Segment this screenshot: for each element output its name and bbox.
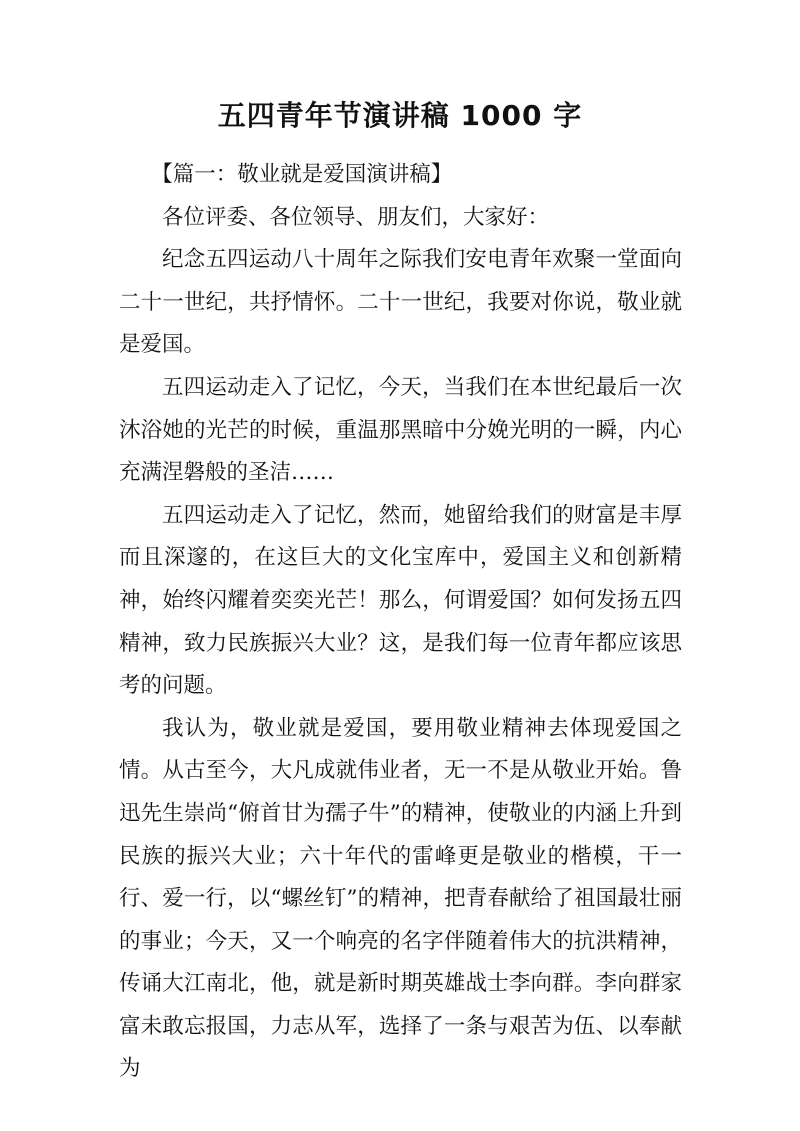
- paragraph-2: 五四运动走入了记忆，今天，当我们在本世纪最后一次沐浴她的光芒的时候，重温那黑暗中分娩光明的一瞬，内心充满涅磐般的圣洁……: [119, 374, 682, 486]
- paragraph-greeting: 各位评委、各位领导、朋友们，大家好：: [162, 204, 550, 230]
- document-title: 五四青年节演讲稿 1000 字: [217, 99, 583, 132]
- section-heading: 【篇一：敬业就是爱国演讲稿】: [151, 162, 453, 187]
- paragraph-1: 纪念五四运动八十周年之际我们安电青年欢聚一堂面向二十一世纪，共抒情怀。二十一世纪，我要对你说，敬业就是爱国。: [119, 247, 682, 358]
- paragraph-4: 我认为，敬业就是爱国，要用敬业精神去体现爱国之情。从古至今，大凡成就伟业者，无一不是从敬业开始。鲁迅先生崇尚“俯首甘为孺子牛”的精神，使敬业的内涵上升到民族的振兴大业；六十年代的雷峰更是敬业的楷模，干一行、爱一行，以“螺丝钉”的精神，把青春献给了祖国最壮丽的事业；今天，又一个响亮的名字伴随着伟大的抗洪精神，传诵大江南北，他，就是新时期英雄战士李向群。李向群家富未敢忘报国，力志从军，选择了一条与艰苦为伍、以奉献为: [119, 715, 682, 1082]
- paragraph-3: 五四运动走入了记忆，然而，她留给我们的财富是丰厚而且深邃的，在这巨大的文化宝库中，爱国主义和创新精神，始终闪耀着奕奕光芒！那么，何谓爱国？如何发扬五四精神，致力民族振兴大业？这，是我们每一位青年都应该思考的问题。: [119, 502, 682, 699]
- document-body: [119, 154, 682, 1091]
